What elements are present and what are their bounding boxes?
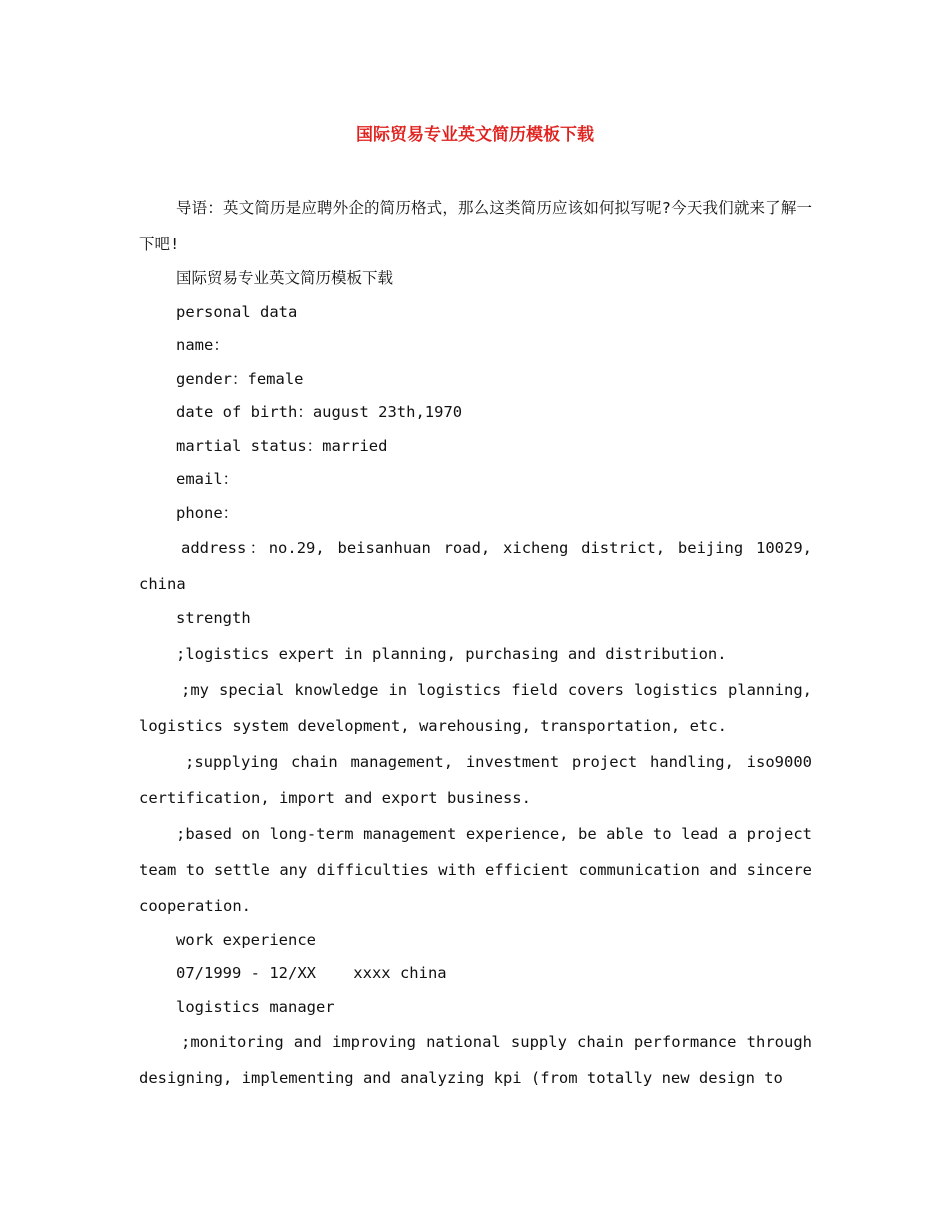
intro-paragraph: 导语：英文简历是应聘外企的简历格式，那么这类简历应该如何拟写呢?今天我们就来了解一下吧! <box>139 199 812 253</box>
phone-line: phone： <box>176 503 239 522</box>
name-line: name： <box>176 336 229 354</box>
job-period-line: 07/1999 - 12/XX xxxx china <box>176 964 447 982</box>
email-line: email： <box>176 470 239 488</box>
strength-item: ;based on long-term management experience, be able to lead a project team to settle any difficulties with efficient communication and sincere cooperation. <box>139 824 812 915</box>
job-title-line: logistics manager <box>176 997 335 1016</box>
job-duty-item: ;monitoring and improving national supply chain performance through designing, implementing and analyzing kpi (from totally new design to <box>139 1033 812 1087</box>
strength-item: ;my special knowledge in logistics field covers logistics planning, logistics system development, warehousing, transportation, etc. <box>139 680 812 735</box>
strength-item: ;supplying chain management, investment project handling, iso9000 certification, import and export business. <box>139 752 812 807</box>
work-experience-heading: work experience <box>176 930 316 949</box>
marital-status-line: martial status：married <box>176 436 388 455</box>
personal-data-heading: personal data <box>176 302 298 321</box>
strength-item: ;logistics expert in planning, purchasing and distribution. <box>176 644 727 663</box>
date-of-birth-line: date of birth：august 23th,1970 <box>176 403 463 421</box>
subtitle-line: 国际贸易专业英文简历模板下载 <box>176 269 394 287</box>
document-title: 国际贸易专业英文简历模板下载 <box>356 125 594 145</box>
document-body <box>139 190 812 1096</box>
address-paragraph: address：no.29, beisanhuan road, xicheng district, beijing 10029, china <box>139 539 812 593</box>
strength-heading: strength <box>176 609 251 627</box>
gender-line: gender：female <box>176 369 304 388</box>
